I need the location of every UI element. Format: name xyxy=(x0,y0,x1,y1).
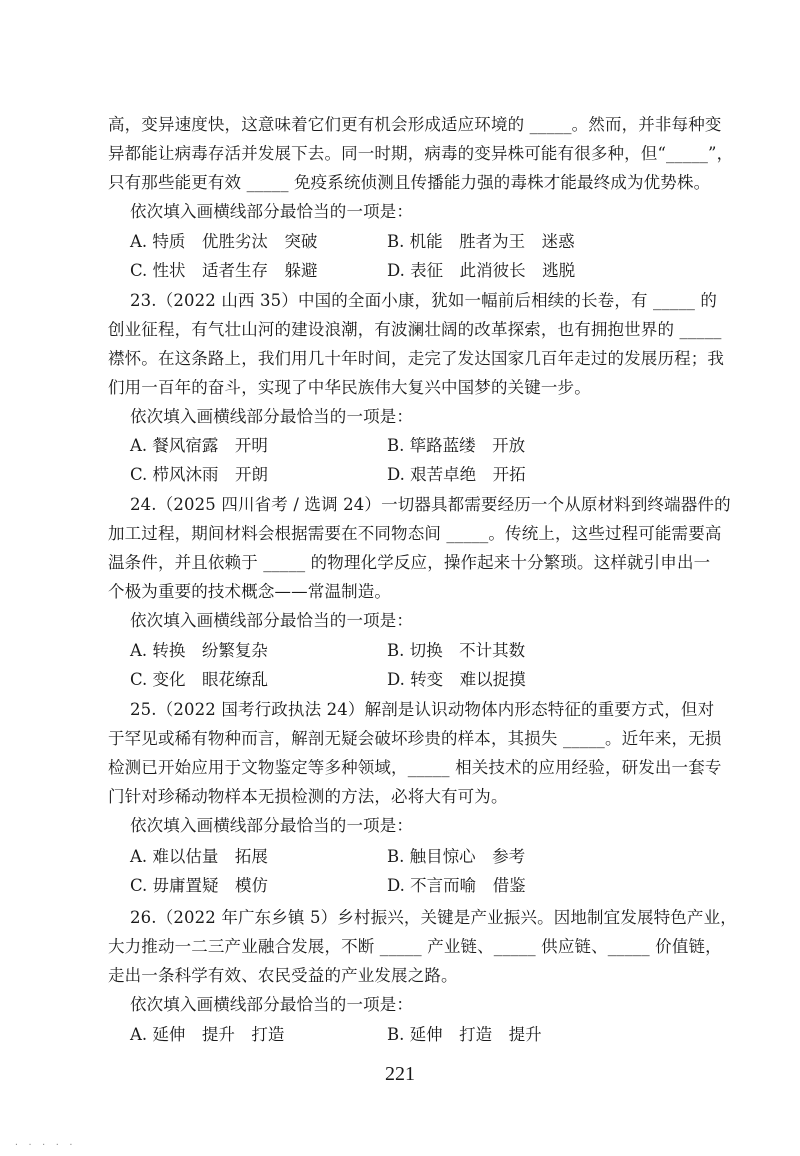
question-24-line: 个极为重要的技术概念——常温制造。 xyxy=(108,582,392,601)
scan-artifact: . . . . . xyxy=(14,1138,76,1147)
question-prompt: 依次填入画横线部分最恰当的一项是： xyxy=(130,202,414,221)
question-23-line: 23.（2022 山西 35）中国的全面小康，犹如一幅前后相续的长卷，有 _____ 的 xyxy=(130,291,718,310)
page-number: 221 xyxy=(385,1063,415,1085)
question-prompt: 依次填入画横线部分最恰当的一项是： xyxy=(130,995,414,1014)
question-25-line: 25.（2022 国考行政执法 24）解剖是认识动物体内形态特征的重要方式，但对 xyxy=(130,700,715,719)
option-c: C. 栉风沐雨 开朗 xyxy=(130,465,269,484)
question-23-line: 创业征程，有气壮山河的建设浪潮，有波澜壮阔的改革探索，也有拥抱世界的 _____ xyxy=(108,320,722,339)
question-23-line: 襟怀。在这条路上，我们用几十年时间，走完了发达国家几百年走过的发展历程；我 xyxy=(108,349,725,368)
option-c: C. 毋庸置疑 模仿 xyxy=(130,876,269,895)
question-23-line: 们用一百年的奋斗，实现了中华民族伟大复兴中国梦的关键一步。 xyxy=(108,378,591,397)
option-b: B. 筚路蓝缕 开放 xyxy=(387,436,526,455)
question-25-line: 检测已开始应用于文物鉴定等多种领域，_____ 相关技术的应用经验，研发出一套专 xyxy=(108,758,722,777)
option-a: A. 难以估量 拓展 xyxy=(130,847,268,866)
question-25-line: 门针对珍稀动物样本无损检测的方法，必将大有可为。 xyxy=(108,787,508,806)
question-24-line: 24.（2025 四川省考 / 选调 24）一切器具都需要经历一个从原材料到终端器件的 xyxy=(130,495,731,514)
option-a: A. 特质 优胜劣汰 突破 xyxy=(130,232,318,251)
option-d: D. 表征 此消彼长 逃脱 xyxy=(387,261,576,280)
option-a: A. 转换 纷繁复杂 xyxy=(130,641,268,660)
option-a: A. 餐风宿露 开明 xyxy=(130,436,268,455)
question-prompt: 依次填入画横线部分最恰当的一项是： xyxy=(130,407,414,426)
passage-line: 异都能让病毒存活并发展下去。同一时期，病毒的变异株可能有很多种，但“_____”， xyxy=(108,144,734,163)
option-b: B. 机能 胜者为王 迷惑 xyxy=(387,232,575,251)
option-c: C. 性状 适者生存 躲避 xyxy=(130,261,318,280)
option-d: D. 转变 难以捉摸 xyxy=(387,670,526,689)
passage-line: 只有那些能更有效 _____ 免疫系统侦测且传播能力强的毒株才能最终成为优势株。 xyxy=(108,173,711,192)
question-prompt: 依次填入画横线部分最恰当的一项是： xyxy=(130,816,414,835)
question-26-line: 26.（2022 年广东乡镇 5）乡村振兴，关键是产业振兴。因地制宜发展特色产业， xyxy=(130,908,737,927)
option-d: D. 不言而喻 借鉴 xyxy=(387,876,526,895)
option-c: C. 变化 眼花缭乱 xyxy=(130,670,269,689)
question-26-line: 大力推动一二三产业融合发展，不断 _____ 产业链、_____ 供应链、_____ 价值链， xyxy=(108,937,722,956)
question-prompt: 依次填入画横线部分最恰当的一项是： xyxy=(130,611,414,630)
option-a: A. 延伸 提升 打造 xyxy=(130,1025,285,1044)
question-25-line: 于罕见或稀有物种而言，解剖无疑会破坏珍贵的样本，其损失 _____。近年来，无损 xyxy=(108,729,722,748)
option-d: D. 艰苦卓绝 开拓 xyxy=(387,465,526,484)
option-b: B. 延伸 打造 提升 xyxy=(387,1025,542,1044)
question-26-line: 走出一条科学有效、农民受益的产业发展之路。 xyxy=(108,966,458,985)
option-b: B. 切换 不计其数 xyxy=(387,641,526,660)
passage-line: 高，变异速度快，这意味着它们更有机会形成适应环境的 _____。然而，并非每种变 xyxy=(108,115,722,134)
option-b: B. 触目惊心 参考 xyxy=(387,847,526,866)
question-24-line: 加工过程，期间材料会根据需要在不同物态间 _____。传统上，这些过程可能需要高 xyxy=(108,524,722,543)
question-24-line: 温条件，并且依赖于 _____ 的物理化学反应，操作起来十分繁琐。这样就引申出一 xyxy=(108,553,711,572)
